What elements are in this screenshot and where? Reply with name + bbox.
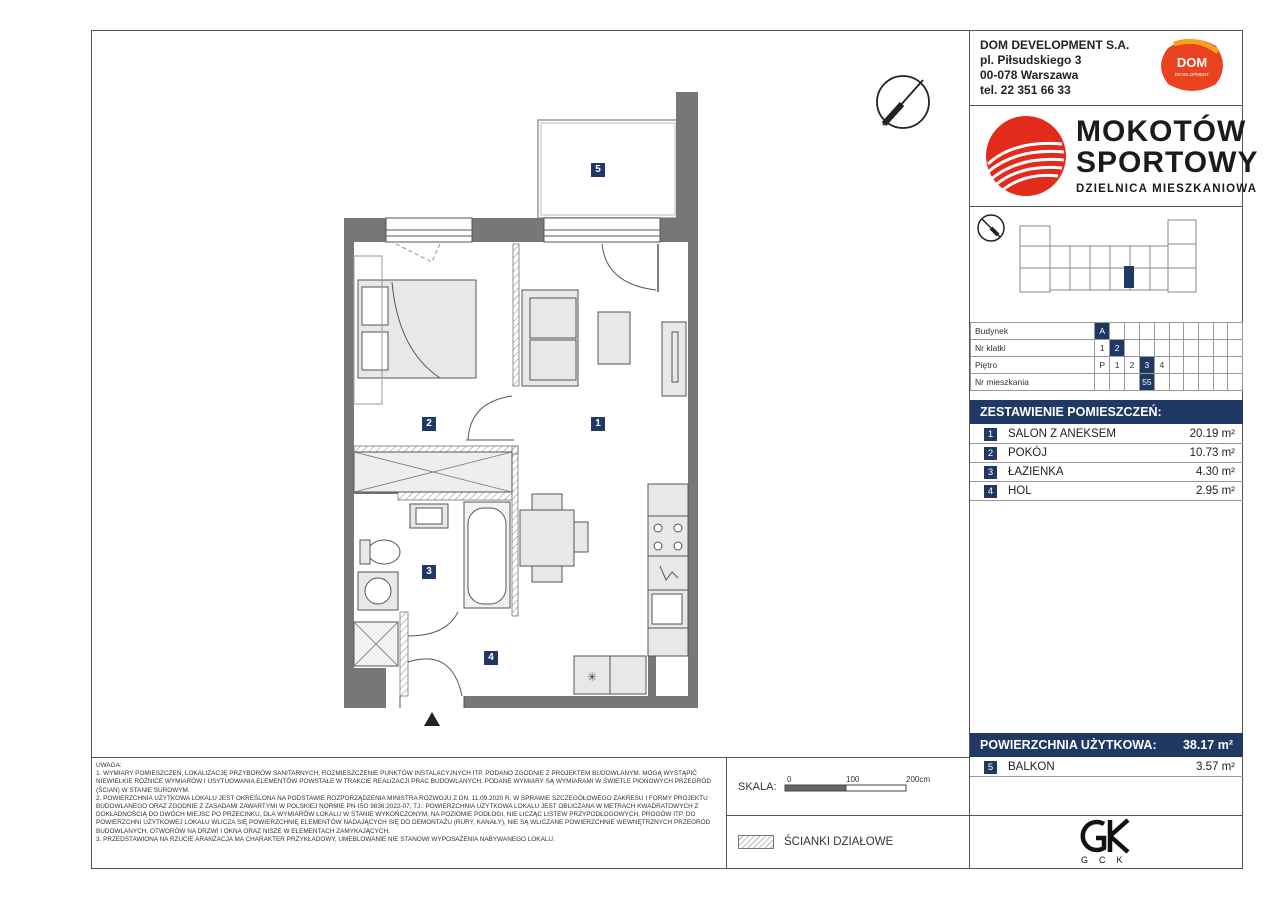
logo-divider: [969, 206, 1243, 207]
rooms-heading: ZESTAWIENIE POMIESZCZEŃ:: [970, 400, 1243, 424]
mokotow-sportowy-emblem: [984, 114, 1068, 198]
room-num: 4: [984, 485, 997, 498]
note-3: 3. PRZEDSTAWIONA NA RZUCIE ARANŻACJA MA CHARAKTER PRZYKŁADOWY, UMEBLOWANIE NIE STANOWI WYPOSAŻENIA NABYWANEGO LOKALU.: [96, 835, 555, 843]
info-cell: [1110, 323, 1125, 340]
info-cell: [1169, 357, 1184, 374]
scale-tick-100: 100: [846, 775, 860, 784]
info-cell: 3: [1139, 357, 1154, 374]
info-cell: [1184, 374, 1199, 391]
scale-bar: [784, 784, 908, 792]
usable-area-bar: [970, 733, 1243, 757]
info-cell: [1213, 340, 1228, 357]
room-row: [970, 444, 1243, 463]
balcony-row: [970, 758, 1243, 777]
info-cell: 1: [1110, 357, 1125, 374]
info-cell: [1199, 323, 1214, 340]
info-cell: 55: [1139, 374, 1154, 391]
room-area: 10.73 m²: [1189, 447, 1235, 459]
info-row-label: Nr mieszkania: [971, 374, 1095, 391]
room-name: SALON Z ANEKSEM: [1008, 428, 1117, 440]
info-cell: [1169, 374, 1184, 391]
room-num: 2: [984, 447, 997, 460]
project-title: [1076, 116, 1258, 195]
north-compass-icon: [877, 76, 929, 128]
info-row-label: Budynek: [971, 323, 1095, 340]
gck-logo: [1080, 818, 1136, 854]
scale-divider: [726, 757, 727, 869]
info-cell: [1213, 374, 1228, 391]
info-cell: [1125, 340, 1140, 357]
project-title-line2: SPORTOWY: [1076, 146, 1259, 179]
usable-area-value: 38.17 m²: [1182, 738, 1233, 752]
note-1: 1. WYMIARY POMIESZCZEŃ, LOKALIZACJĘ PRZYBORÓW SANITARNYCH, ROZMIESZCZENIE PUNKTÓW INSTALACYJNYCH ITP. PODANO ZGODNIE Z PROJEKTEM BUDOWLANYM. MOGĄ WYSTĄPIĆ NIEWIELKIE RÓŻNICE WYMIARÓW I USYTUOWANIA ELEMENTÓW POWSTAŁE W TRAKCIE REALIZACJI PRAC BUDOWLANYCH. PODANE WYMIARY SĄ WYMIARAMI W ŚWIETLE PIONOWYCH PRZEGRÓD (ŚCIAN) W STANIE SUROWYM.: [96, 770, 711, 794]
company-divider: [969, 105, 1243, 106]
scale-tick-0: 0: [787, 775, 792, 784]
company-phone: tel. 22 351 66 33: [980, 83, 1071, 97]
info-cell: [1184, 340, 1199, 357]
notes-block: [96, 762, 716, 844]
info-cell: A: [1095, 323, 1110, 340]
info-row: [971, 340, 1243, 357]
room-name: ŁAZIENKA: [1008, 466, 1064, 478]
info-cell: [1139, 340, 1154, 357]
info-cell: 2: [1125, 357, 1140, 374]
info-cell: [1125, 374, 1140, 391]
info-cell: 2: [1110, 340, 1125, 357]
company-street: pl. Piłsudskiego 3: [980, 53, 1082, 67]
info-cell: 4: [1154, 357, 1169, 374]
info-cell: [1095, 374, 1110, 391]
info-cell: [1199, 340, 1214, 357]
gck-letters: GCK: [1081, 855, 1134, 865]
room-area: 2.95 m²: [1196, 485, 1235, 497]
info-cell: [1125, 323, 1140, 340]
usable-area-label: POWIERZCHNIA UŻYTKOWA:: [980, 738, 1157, 752]
info-cell: [1213, 323, 1228, 340]
info-row-label: Nr klatki: [971, 340, 1095, 357]
plan-label-room2: 2: [422, 417, 436, 431]
info-cell: [1154, 323, 1169, 340]
plan-label-balcony: 5: [591, 163, 605, 177]
room-area: 20.19 m²: [1189, 428, 1235, 440]
balcony-name: BALKON: [1008, 761, 1055, 773]
dom-logo-subtext: DEVELOPMENT: [1174, 72, 1210, 77]
dom-logo-text: DOM: [1176, 55, 1208, 70]
info-cell: [1228, 374, 1243, 391]
floor-plan: [320, 70, 960, 750]
info-row: [971, 323, 1243, 340]
note-2: 2. POWIERZCHNIA UŻYTKOWA LOKALU JEST OKREŚLONA NA PODSTAWIE ROZPORZĄDZENIA MINISTRA ROZWOJU Z DN. 11.09.2020 R. W SPRAWIE SZCZEGÓŁOWEGO ZAKRESU I FORMY PROJEKTU BUDOWLANEGO ORAZ ZGODNIE Z ZASADAMI ZAWARTYMI W POLSKIEJ NORMIE PN-ISO 9836:2022-07, TJ.: POWIERZCHNIA UŻYTKOWA LOKALU JEST OBLICZANA W METRACH KWADRATOWYCH Z DOKŁADNOŚCIĄ DO DWÓCH MIEJSC PO PRZECINKU, DLA WYMIARÓW LOKALU W STANIE WYKOŃCZONYM, NA POZIOMIE PODŁOGI, NIE LICZĄC LISTEW PRZYPODŁOGOWYCH, PROGÓW ITP. DO POWIERZCHNI UŻYTKOWEJ LOKALU WLICZA SIĘ POWIERZCHNIĘ ELEMENTÓW NADAJĄCYCH SIĘ DO DEMONTAŻU (RURY, KANAŁY), NIE SĄ WLICZANE POWIERZCHNIE WEWNĘTRZNYCH PRZEGRÓD BUDOWLANYCH, OTWORÓW NA DRZWI I OKNA ORAZ NISZE W ELEMENTACH ZAMYKAJĄCYCH.: [96, 794, 711, 835]
info-cell: [1169, 323, 1184, 340]
building-key-plan: [1018, 216, 1200, 298]
balcony-num: 5: [984, 761, 997, 774]
info-cell: [1228, 323, 1243, 340]
room-row: [970, 463, 1243, 482]
notes-divider: [91, 757, 970, 758]
info-cell: 1: [1095, 340, 1110, 357]
project-subtitle: DZIELNICA MIESZKANIOWA: [1076, 183, 1258, 195]
notes-title: UWAGA:: [96, 762, 122, 769]
info-cell: [1154, 374, 1169, 391]
gck-divider: [969, 815, 1243, 816]
info-cell: [1213, 357, 1228, 374]
svg-text:✳: ✳: [586, 670, 598, 684]
room-num: 1: [984, 428, 997, 441]
balcony-area: 3.57 m²: [1196, 761, 1235, 773]
room-num: 3: [984, 466, 997, 479]
partition-legend-swatch: [738, 835, 774, 849]
info-cell: [1228, 340, 1243, 357]
company-city: 00-078 Warszawa: [980, 68, 1079, 82]
company-name: DOM DEVELOPMENT S.A.: [980, 38, 1130, 52]
dom-development-logo: [1158, 36, 1226, 94]
company-info: [980, 38, 1129, 98]
info-row-label: Piętro: [971, 357, 1095, 374]
info-cell: [1169, 340, 1184, 357]
legend-label: ŚCIANKI DZIAŁOWE: [784, 836, 894, 848]
plan-label-room4: 4: [484, 651, 498, 665]
info-cell: [1139, 323, 1154, 340]
legend-divider: [726, 815, 970, 816]
scale-tick-200: 200cm: [906, 775, 931, 784]
room-row: [970, 482, 1243, 501]
plan-label-room1: 1: [591, 417, 605, 431]
info-cell: [1110, 374, 1125, 391]
project-title-line1: MOKOTÓW: [1076, 115, 1247, 148]
room-area: 4.30 m²: [1196, 466, 1235, 478]
info-cell: P: [1095, 357, 1110, 374]
apartment-info-table: [970, 322, 1243, 391]
room-name: HOL: [1008, 485, 1032, 497]
plan-label-room3: 3: [422, 565, 436, 579]
info-cell: [1199, 374, 1214, 391]
info-row: [971, 374, 1243, 391]
info-row: [971, 357, 1243, 374]
room-name: POKÓJ: [1008, 447, 1047, 459]
info-cell: [1154, 340, 1169, 357]
scale-label: SKALA:: [738, 781, 777, 793]
info-cell: [1199, 357, 1214, 374]
room-row: [970, 425, 1243, 444]
info-cell: [1184, 357, 1199, 374]
info-cell: [1184, 323, 1199, 340]
keyplan-compass-icon: [976, 212, 1016, 244]
info-cell: [1228, 357, 1243, 374]
